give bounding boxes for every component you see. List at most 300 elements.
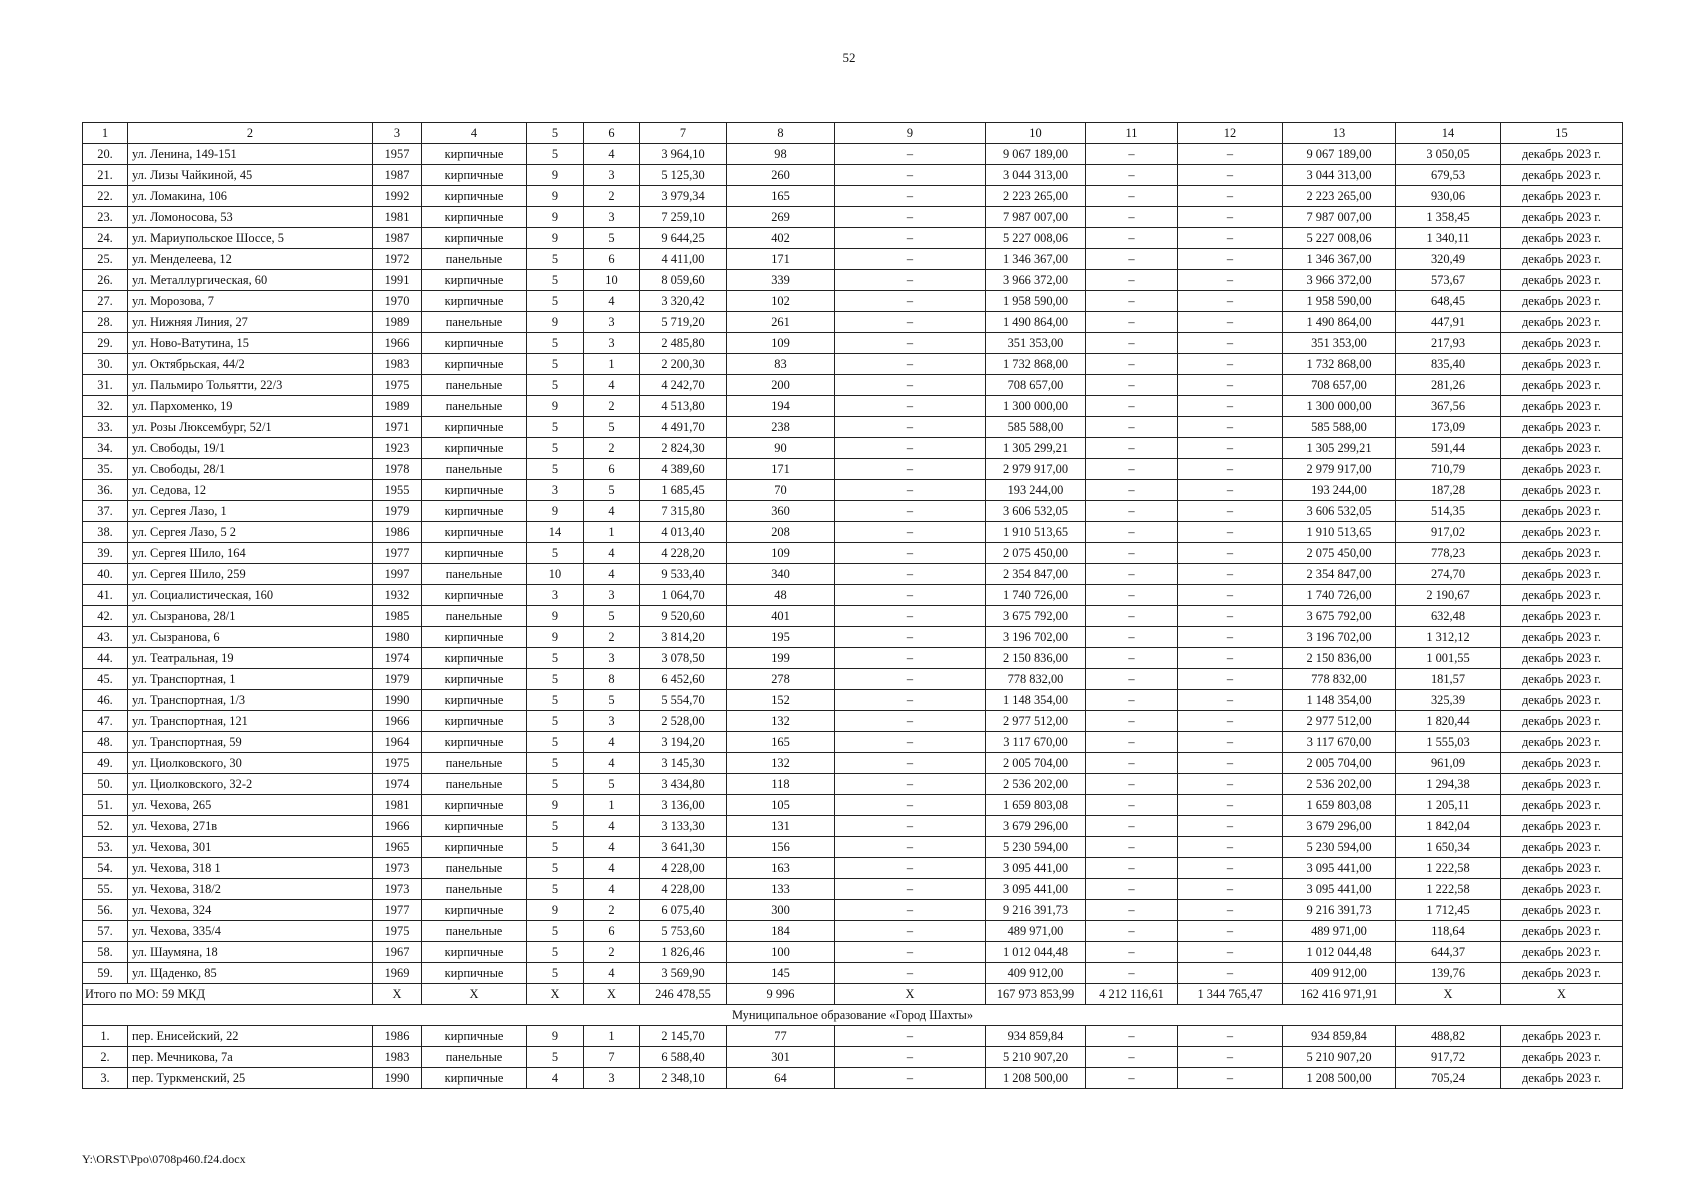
table-cell: –: [1178, 816, 1283, 837]
table-cell: 360: [727, 501, 835, 522]
table-cell: декабрь 2023 г.: [1501, 144, 1623, 165]
table-row: [83, 648, 1623, 669]
table-cell: 1 300 000,00: [1283, 396, 1396, 417]
table-cell: 238: [727, 417, 835, 438]
table-cell: 57.: [83, 921, 128, 942]
table-cell: 3 569,90: [640, 963, 727, 984]
table-cell: 4: [584, 732, 640, 753]
table-cell: кирпичные: [422, 438, 527, 459]
table-cell: 217,93: [1396, 333, 1501, 354]
table-row: [83, 207, 1623, 228]
table-row: [83, 375, 1623, 396]
table-cell: 1974: [373, 648, 422, 669]
table-cell: 25.: [83, 249, 128, 270]
table-cell: 3 133,30: [640, 816, 727, 837]
table-cell: 3 117 670,00: [1283, 732, 1396, 753]
table-cell: 632,48: [1396, 606, 1501, 627]
table-cell: 1986: [373, 522, 422, 543]
table-cell: 1 064,70: [640, 585, 727, 606]
table-cell: 109: [727, 543, 835, 564]
column-number-row: [83, 123, 1623, 144]
table-cell: 131: [727, 816, 835, 837]
table-cell: 514,35: [1396, 501, 1501, 522]
table-cell: кирпичные: [422, 627, 527, 648]
table-row: [83, 816, 1623, 837]
table-row: [83, 753, 1623, 774]
table-row: [83, 858, 1623, 879]
table-cell: 5: [527, 291, 584, 312]
table-cell: –: [1086, 648, 1178, 669]
table-cell: 1966: [373, 333, 422, 354]
table-cell: 3 145,30: [640, 753, 727, 774]
address-cell: ул. Металлургическая, 60: [128, 270, 373, 291]
table-cell: –: [1086, 627, 1178, 648]
table-cell: 1990: [373, 690, 422, 711]
table-cell: 83: [727, 354, 835, 375]
table-cell: –: [835, 732, 986, 753]
table-cell: 3: [584, 711, 640, 732]
table-cell: декабрь 2023 г.: [1501, 732, 1623, 753]
table-cell: 934 859,84: [1283, 1026, 1396, 1047]
table-cell: –: [1086, 606, 1178, 627]
table-cell: –: [1178, 1026, 1283, 1047]
table-cell: 1 305 299,21: [1283, 438, 1396, 459]
table-cell: декабрь 2023 г.: [1501, 396, 1623, 417]
table-cell: 41.: [83, 585, 128, 606]
table-row: [83, 270, 1623, 291]
table-cell: 3 044 313,00: [986, 165, 1086, 186]
table-cell: панельные: [422, 753, 527, 774]
table-cell: 3 966 372,00: [986, 270, 1086, 291]
table-cell: 1 740 726,00: [1283, 585, 1396, 606]
housing-register-table: [82, 122, 1623, 1089]
table-cell: 1: [584, 1026, 640, 1047]
table-cell: 2 223 265,00: [986, 186, 1086, 207]
table-cell: 39.: [83, 543, 128, 564]
table-row: [83, 900, 1623, 921]
table-cell: 1974: [373, 774, 422, 795]
table-cell: 1 740 726,00: [986, 585, 1086, 606]
table-cell: 4: [584, 858, 640, 879]
table-cell: –: [835, 858, 986, 879]
table-cell: –: [1178, 753, 1283, 774]
table-cell: панельные: [422, 249, 527, 270]
table-cell: 1 205,11: [1396, 795, 1501, 816]
table-cell: –: [1178, 207, 1283, 228]
column-number-cell: 10: [986, 123, 1086, 144]
table-cell: 1 222,58: [1396, 879, 1501, 900]
table-cell: 31.: [83, 375, 128, 396]
table-cell: –: [835, 627, 986, 648]
table-row: [83, 837, 1623, 858]
table-cell: –: [1086, 354, 1178, 375]
table-cell: 5 210 907,20: [1283, 1047, 1396, 1068]
address-cell: ул. Октябрьская, 44/2: [128, 354, 373, 375]
table-cell: 1979: [373, 669, 422, 690]
table-cell: 1 650,34: [1396, 837, 1501, 858]
table-cell: –: [1086, 228, 1178, 249]
table-cell: –: [835, 879, 986, 900]
table-cell: –: [835, 606, 986, 627]
table-cell: 5: [527, 858, 584, 879]
table-cell: 2: [584, 900, 640, 921]
table-cell: 4: [584, 291, 640, 312]
table-cell: –: [1178, 228, 1283, 249]
table-cell: –: [1178, 837, 1283, 858]
table-cell: декабрь 2023 г.: [1501, 627, 1623, 648]
table-cell: 30.: [83, 354, 128, 375]
table-cell: –: [1178, 963, 1283, 984]
table-cell: 5: [527, 879, 584, 900]
table-cell: 4: [527, 1068, 584, 1089]
table-cell: 3: [584, 333, 640, 354]
table-cell: декабрь 2023 г.: [1501, 291, 1623, 312]
table-cell: 20.: [83, 144, 128, 165]
table-cell: 3: [584, 207, 640, 228]
table-cell: кирпичные: [422, 669, 527, 690]
table-cell: кирпичные: [422, 690, 527, 711]
table-cell: 917,72: [1396, 1047, 1501, 1068]
table-cell: декабрь 2023 г.: [1501, 690, 1623, 711]
table-cell: –: [1086, 753, 1178, 774]
table-cell: 1: [584, 522, 640, 543]
table-cell: 199: [727, 648, 835, 669]
table-cell: 5: [584, 606, 640, 627]
table-cell: –: [1086, 165, 1178, 186]
table-cell: 1 312,12: [1396, 627, 1501, 648]
table-cell: 3: [584, 165, 640, 186]
table-cell: декабрь 2023 г.: [1501, 270, 1623, 291]
table-cell: –: [835, 963, 986, 984]
table-cell: 489 971,00: [986, 921, 1086, 942]
table-row: [83, 312, 1623, 333]
table-cell: 1 012 044,48: [1283, 942, 1396, 963]
table-cell: 5: [527, 1047, 584, 1068]
table-cell: –: [1178, 270, 1283, 291]
table-cell: кирпичные: [422, 417, 527, 438]
table-cell: 2: [584, 942, 640, 963]
table-cell: 49.: [83, 753, 128, 774]
table-cell: 3: [584, 585, 640, 606]
table-cell: 9 216 391,73: [986, 900, 1086, 921]
table-cell: 3: [584, 1068, 640, 1089]
table-cell: 1975: [373, 921, 422, 942]
table-cell: 4: [584, 564, 640, 585]
table-cell: 26.: [83, 270, 128, 291]
table-row: [83, 543, 1623, 564]
table-cell: декабрь 2023 г.: [1501, 921, 1623, 942]
table-cell: 21.: [83, 165, 128, 186]
table-cell: 6: [584, 249, 640, 270]
table-cell: кирпичные: [422, 711, 527, 732]
table-cell: 261: [727, 312, 835, 333]
table-cell: 5: [527, 354, 584, 375]
table-cell: 3 679 296,00: [1283, 816, 1396, 837]
table-cell: 1 346 367,00: [1283, 249, 1396, 270]
table-cell: –: [1086, 900, 1178, 921]
table-cell: 22.: [83, 186, 128, 207]
table-cell: 6: [584, 921, 640, 942]
table-cell: 1 958 590,00: [1283, 291, 1396, 312]
table-cell: 33.: [83, 417, 128, 438]
table-cell: декабрь 2023 г.: [1501, 522, 1623, 543]
table-cell: 47.: [83, 711, 128, 732]
address-cell: ул. Чехова, 318 1: [128, 858, 373, 879]
table-cell: –: [1086, 501, 1178, 522]
table-cell: –: [1178, 291, 1283, 312]
table-cell: 5: [527, 816, 584, 837]
table-cell: 118,64: [1396, 921, 1501, 942]
table-cell: 320,49: [1396, 249, 1501, 270]
table-cell: 105: [727, 795, 835, 816]
table-cell: кирпичные: [422, 543, 527, 564]
table-cell: декабрь 2023 г.: [1501, 795, 1623, 816]
table-cell: –: [1178, 522, 1283, 543]
table-cell: 10: [584, 270, 640, 291]
address-cell: ул. Театральная, 19: [128, 648, 373, 669]
table-cell: 1 208 500,00: [986, 1068, 1086, 1089]
table-cell: декабрь 2023 г.: [1501, 1026, 1623, 1047]
table-cell: 340: [727, 564, 835, 585]
table-cell: –: [1178, 249, 1283, 270]
table-cell: –: [1178, 375, 1283, 396]
table-cell: –: [835, 564, 986, 585]
address-cell: ул. Чехова, 265: [128, 795, 373, 816]
table-row: [83, 1047, 1623, 1068]
table-cell: –: [835, 753, 986, 774]
table-cell: 9: [527, 501, 584, 522]
table-cell: 705,24: [1396, 1068, 1501, 1089]
table-cell: 23.: [83, 207, 128, 228]
table-cell: 2 223 265,00: [1283, 186, 1396, 207]
table-cell: 58.: [83, 942, 128, 963]
table-cell: декабрь 2023 г.: [1501, 648, 1623, 669]
summary-cell: 167 973 853,99: [986, 984, 1086, 1005]
column-number-cell: 5: [527, 123, 584, 144]
table-cell: 3 196 702,00: [1283, 627, 1396, 648]
table-cell: 4: [584, 879, 640, 900]
table-cell: –: [1086, 879, 1178, 900]
table-cell: 325,39: [1396, 690, 1501, 711]
table-cell: 5: [527, 669, 584, 690]
table-cell: 278: [727, 669, 835, 690]
table-cell: 1977: [373, 900, 422, 921]
table-cell: –: [835, 669, 986, 690]
table-cell: –: [1178, 333, 1283, 354]
table-cell: декабрь 2023 г.: [1501, 228, 1623, 249]
table-cell: 3 679 296,00: [986, 816, 1086, 837]
table-cell: 5: [584, 228, 640, 249]
address-cell: пер. Енисейский, 22: [128, 1026, 373, 1047]
table-cell: 778 832,00: [1283, 669, 1396, 690]
table-cell: декабрь 2023 г.: [1501, 669, 1623, 690]
table-cell: декабрь 2023 г.: [1501, 858, 1623, 879]
table-cell: –: [1086, 669, 1178, 690]
table-cell: 194: [727, 396, 835, 417]
table-cell: –: [835, 312, 986, 333]
table-cell: 181,57: [1396, 669, 1501, 690]
table-cell: –: [1086, 963, 1178, 984]
table-cell: –: [1086, 921, 1178, 942]
table-cell: 5: [527, 690, 584, 711]
table-cell: 260: [727, 165, 835, 186]
table-row: [83, 711, 1623, 732]
address-cell: ул. Ломоносова, 53: [128, 207, 373, 228]
table-cell: 6 588,40: [640, 1047, 727, 1068]
table-cell: 1989: [373, 396, 422, 417]
column-number-cell: 13: [1283, 123, 1396, 144]
table-cell: 9: [527, 606, 584, 627]
table-cell: –: [1086, 732, 1178, 753]
table-cell: –: [1178, 480, 1283, 501]
table-cell: 118: [727, 774, 835, 795]
summary-cell: X: [422, 984, 527, 1005]
table-cell: –: [1178, 585, 1283, 606]
table-cell: кирпичные: [422, 795, 527, 816]
table-cell: 2 536 202,00: [1283, 774, 1396, 795]
table-cell: –: [1086, 564, 1178, 585]
address-cell: ул. Транспортная, 1/3: [128, 690, 373, 711]
table-cell: 1973: [373, 879, 422, 900]
table-cell: 1987: [373, 228, 422, 249]
table-cell: –: [1178, 732, 1283, 753]
table-cell: –: [835, 354, 986, 375]
table-cell: 9 533,40: [640, 564, 727, 585]
table-cell: 367,56: [1396, 396, 1501, 417]
table-row: [83, 774, 1623, 795]
table-cell: –: [835, 459, 986, 480]
table-cell: 46.: [83, 690, 128, 711]
table-cell: 173,09: [1396, 417, 1501, 438]
table-cell: 6: [584, 459, 640, 480]
table-cell: кирпичные: [422, 333, 527, 354]
table-cell: –: [835, 291, 986, 312]
table-cell: –: [835, 585, 986, 606]
address-cell: ул. Сергея Шило, 259: [128, 564, 373, 585]
table-cell: 9 067 189,00: [1283, 144, 1396, 165]
table-cell: 648,45: [1396, 291, 1501, 312]
table-row: [83, 522, 1623, 543]
column-number-cell: 9: [835, 123, 986, 144]
table-cell: –: [1086, 291, 1178, 312]
table-cell: –: [1086, 1026, 1178, 1047]
table-cell: кирпичные: [422, 1026, 527, 1047]
table-cell: 3: [584, 312, 640, 333]
table-cell: –: [835, 144, 986, 165]
table-cell: –: [1178, 648, 1283, 669]
column-number-cell: 7: [640, 123, 727, 144]
page-number: 52: [842, 50, 856, 65]
table-cell: –: [1086, 312, 1178, 333]
table-cell: –: [1178, 1047, 1283, 1068]
column-number-cell: 14: [1396, 123, 1501, 144]
summary-cell: 162 416 971,91: [1283, 984, 1396, 1005]
table-row: [83, 921, 1623, 942]
table-cell: 51.: [83, 795, 128, 816]
table-cell: 5: [527, 711, 584, 732]
table-cell: декабрь 2023 г.: [1501, 900, 1623, 921]
table-cell: –: [835, 522, 986, 543]
table-cell: –: [835, 165, 986, 186]
table-cell: 38.: [83, 522, 128, 543]
table-cell: 35.: [83, 459, 128, 480]
table-cell: –: [1178, 711, 1283, 732]
table-cell: кирпичные: [422, 837, 527, 858]
table-cell: 917,02: [1396, 522, 1501, 543]
table-cell: 8: [584, 669, 640, 690]
table-cell: 56.: [83, 900, 128, 921]
table-cell: декабрь 2023 г.: [1501, 312, 1623, 333]
table-cell: –: [1178, 879, 1283, 900]
table-cell: 1 305 299,21: [986, 438, 1086, 459]
table-cell: 585 588,00: [1283, 417, 1396, 438]
table-cell: декабрь 2023 г.: [1501, 480, 1623, 501]
table-cell: 447,91: [1396, 312, 1501, 333]
table-cell: 28.: [83, 312, 128, 333]
table-cell: 934 859,84: [986, 1026, 1086, 1047]
table-cell: 401: [727, 606, 835, 627]
table-cell: 4: [584, 543, 640, 564]
table-cell: 2 354 847,00: [986, 564, 1086, 585]
table-cell: 59.: [83, 963, 128, 984]
table-cell: 32.: [83, 396, 128, 417]
table-row: [83, 333, 1623, 354]
address-cell: ул. Ломакина, 106: [128, 186, 373, 207]
address-cell: ул. Сергея Шило, 164: [128, 543, 373, 564]
table-cell: 2: [584, 186, 640, 207]
table-cell: 29.: [83, 333, 128, 354]
table-cell: –: [1086, 144, 1178, 165]
table-cell: 2: [584, 396, 640, 417]
address-cell: ул. Мариупольское Шоссе, 5: [128, 228, 373, 249]
table-cell: 7 987 007,00: [1283, 207, 1396, 228]
table-cell: 2 075 450,00: [1283, 543, 1396, 564]
table-cell: декабрь 2023 г.: [1501, 774, 1623, 795]
table-cell: 37.: [83, 501, 128, 522]
summary-cell: 1 344 765,47: [1178, 984, 1283, 1005]
table-cell: декабрь 2023 г.: [1501, 753, 1623, 774]
table-cell: 3: [527, 480, 584, 501]
table-cell: –: [1086, 585, 1178, 606]
table-cell: 3 979,34: [640, 186, 727, 207]
table-cell: кирпичные: [422, 480, 527, 501]
table-cell: 193 244,00: [986, 480, 1086, 501]
table-cell: –: [835, 774, 986, 795]
table-cell: 171: [727, 459, 835, 480]
table-cell: 9 216 391,73: [1283, 900, 1396, 921]
table-cell: декабрь 2023 г.: [1501, 585, 1623, 606]
table-cell: 50.: [83, 774, 128, 795]
table-cell: –: [835, 375, 986, 396]
table-cell: 171: [727, 249, 835, 270]
table-cell: декабрь 2023 г.: [1501, 1068, 1623, 1089]
table-cell: 1932: [373, 585, 422, 606]
table-cell: 165: [727, 186, 835, 207]
table-cell: 5: [527, 375, 584, 396]
summary-cell: X: [527, 984, 584, 1005]
table-cell: –: [1086, 375, 1178, 396]
table-cell: 1 346 367,00: [986, 249, 1086, 270]
table-cell: 1 732 868,00: [1283, 354, 1396, 375]
table-cell: 409 912,00: [986, 963, 1086, 984]
table-row: [83, 186, 1623, 207]
table-cell: –: [1086, 816, 1178, 837]
table-cell: 2: [584, 627, 640, 648]
table-row: [83, 165, 1623, 186]
table-cell: 710,79: [1396, 459, 1501, 480]
table-cell: 5: [584, 690, 640, 711]
address-cell: ул. Социалистическая, 160: [128, 585, 373, 606]
